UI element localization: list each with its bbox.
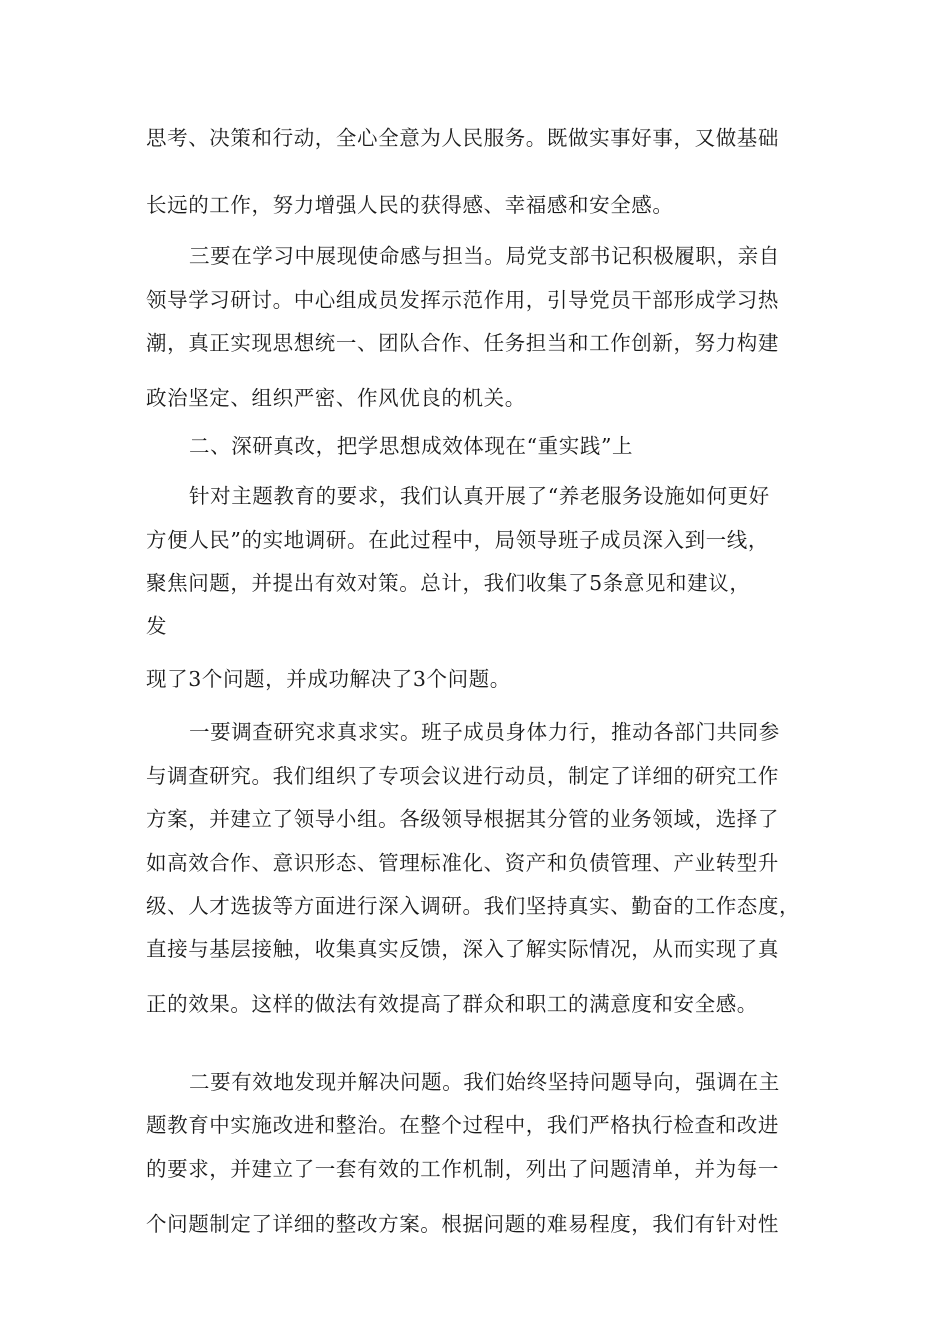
- text-line: 直接与基层接触，收集真实反馈，深入了解实际情况，从而实现了真: [146, 937, 779, 961]
- text-line: 的要求，并建立了一套有效的工作机制，列出了问题清单，并为每一: [146, 1157, 779, 1181]
- text-line: 潮，真正实现思想统一、团队合作、任务担当和工作创新，努力构建: [146, 331, 779, 355]
- text-line: 一要调查研究求真求实。班子成员身体力行，推动各部门共同参: [189, 720, 780, 744]
- text-line: 聚焦问题，并提出有效对策。总计，我们收集了5条意见和建议，: [146, 571, 751, 595]
- text-line: 方便人民”的实地调研。在此过程中，局领导班子成员深入到一线，: [146, 528, 769, 552]
- text-line: 题教育中实施改进和整治。在整个过程中，我们严格执行检查和改进: [146, 1113, 779, 1137]
- text-line: 与调查研究。我们组织了专项会议进行动员，制定了详细的研究工作: [146, 764, 779, 788]
- text-line: 正的效果。这样的做法有效提高了群众和职工的满意度和安全感。: [146, 992, 758, 1016]
- text-line: 发: [146, 614, 168, 638]
- text-line: 政治坚定、组织严密、作风优良的机关。: [146, 386, 526, 410]
- text-line: 方案，并建立了领导小组。各级领导根据其分管的业务领域，选择了: [146, 807, 779, 831]
- text-line: 如高效合作、意识形态、管理标准化、资产和负债管理、产业转型升: [146, 851, 779, 875]
- text-line: 长远的工作，努力增强人民的获得感、幸福感和安全感。: [146, 193, 674, 217]
- text-line: 三要在学习中展现使命感与担当。局党支部书记积极履职，亲自: [189, 244, 780, 268]
- text-line: 思考、决策和行动，全心全意为人民服务。既做实事好事，又做基础: [146, 126, 779, 150]
- text-line: 针对主题教育的要求，我们认真开展了“养老服务设施如何更好: [189, 484, 770, 508]
- text-line: 个问题制定了详细的整改方案。根据问题的难易程度，我们有针对性: [146, 1212, 779, 1236]
- text-line: 现了3个问题，并成功解决了3个问题。: [146, 667, 511, 691]
- text-line: 领导学习研讨。中心组成员发挥示范作用，引导党员干部形成学习热: [146, 288, 779, 312]
- text-line: 级、人才选拔等方面进行深入调研。我们坚持真实、勤奋的工作态度，: [146, 894, 801, 918]
- text-line: 二要有效地发现并解决问题。我们始终坚持问题导向，强调在主: [189, 1070, 780, 1094]
- section-heading: 二、深研真改，把学思想成效体现在“重实践”上: [189, 434, 634, 458]
